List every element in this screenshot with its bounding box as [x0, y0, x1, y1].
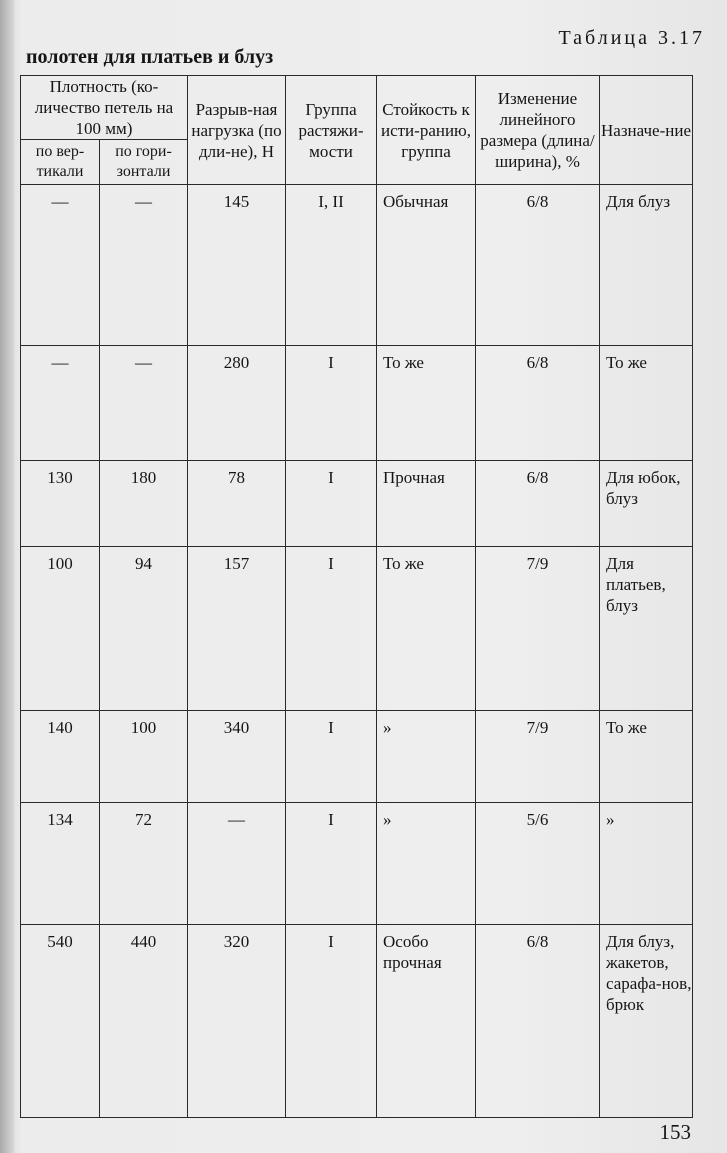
cell-change: 6/8	[476, 346, 600, 461]
cell-abrasion: »	[377, 803, 476, 925]
cell-group: I, II	[286, 185, 377, 346]
cell-group: I	[286, 461, 377, 547]
cell-load: 340	[188, 711, 286, 803]
table-row	[21, 547, 693, 711]
cell-horizontal: 94	[100, 547, 188, 711]
header-purpose: Назначе-ние	[600, 76, 693, 185]
data-table-container	[20, 75, 692, 1109]
table-row	[21, 461, 693, 547]
page-number: 153	[659, 1120, 691, 1144]
cell-load: 320	[188, 925, 286, 1118]
cell-change: 7/9	[476, 711, 600, 803]
table-label: Таблица 3.17	[558, 27, 705, 49]
header-abrasion: Стойкость к исти-ранию, группа	[377, 76, 476, 185]
table-row	[21, 803, 693, 925]
cell-horizontal: 72	[100, 803, 188, 925]
binding-shadow	[0, 0, 14, 1153]
cell-vertical: 140	[21, 711, 100, 803]
cell-horizontal: 180	[100, 461, 188, 547]
cell-abrasion: Прочная	[377, 461, 476, 547]
cell-purpose: То же	[600, 711, 693, 803]
cell-vertical: —	[21, 346, 100, 461]
header-linear-change: Изменение линейного размера (длина/ ширина), %	[476, 76, 600, 185]
cell-vertical: 130	[21, 461, 100, 547]
cell-abrasion: То же	[377, 346, 476, 461]
cell-load: 280	[188, 346, 286, 461]
cell-change: 6/8	[476, 185, 600, 346]
cell-load: 78	[188, 461, 286, 547]
cell-abrasion: Особо прочная	[377, 925, 476, 1118]
cell-horizontal: —	[100, 346, 188, 461]
table-row	[21, 185, 693, 346]
cell-vertical: 540	[21, 925, 100, 1118]
cell-change: 6/8	[476, 461, 600, 547]
table-caption: полотен для платьев и блуз	[26, 46, 274, 68]
table-row	[21, 925, 693, 1118]
cell-group: I	[286, 346, 377, 461]
cell-group: I	[286, 925, 377, 1118]
cell-abrasion: То же	[377, 547, 476, 711]
cell-change: 7/9	[476, 547, 600, 711]
header-density-vertical: по вер-тикали	[21, 140, 100, 185]
header-density-horizontal: по гори-зонтали	[100, 140, 188, 185]
cell-purpose: Для юбок, блуз	[600, 461, 693, 547]
cell-purpose: То же	[600, 346, 693, 461]
cell-vertical: 100	[21, 547, 100, 711]
cell-horizontal: —	[100, 185, 188, 346]
cell-purpose: Для блуз, жакетов, сарафа-нов, брюк	[600, 925, 693, 1118]
header-density: Плотность (ко-личество петель на 100 мм)	[21, 76, 188, 140]
cell-load: 157	[188, 547, 286, 711]
cell-abrasion: »	[377, 711, 476, 803]
cell-load: 145	[188, 185, 286, 346]
cell-purpose: »	[600, 803, 693, 925]
data-table	[20, 75, 693, 1118]
cell-purpose: Для блуз	[600, 185, 693, 346]
table-row	[21, 346, 693, 461]
cell-horizontal: 440	[100, 925, 188, 1118]
cell-group: I	[286, 547, 377, 711]
table-row	[21, 711, 693, 803]
cell-horizontal: 100	[100, 711, 188, 803]
cell-change: 5/6	[476, 803, 600, 925]
cell-group: I	[286, 711, 377, 803]
cell-purpose: Для платьев, блуз	[600, 547, 693, 711]
header-breaking-load: Разрыв-ная нагрузка (по дли-не), Н	[188, 76, 286, 185]
cell-load: —	[188, 803, 286, 925]
cell-abrasion: Обычная	[377, 185, 476, 346]
cell-group: I	[286, 803, 377, 925]
cell-vertical: —	[21, 185, 100, 346]
cell-vertical: 134	[21, 803, 100, 925]
header-stretch-group: Группа растяжи-мости	[286, 76, 377, 185]
cell-change: 6/8	[476, 925, 600, 1118]
